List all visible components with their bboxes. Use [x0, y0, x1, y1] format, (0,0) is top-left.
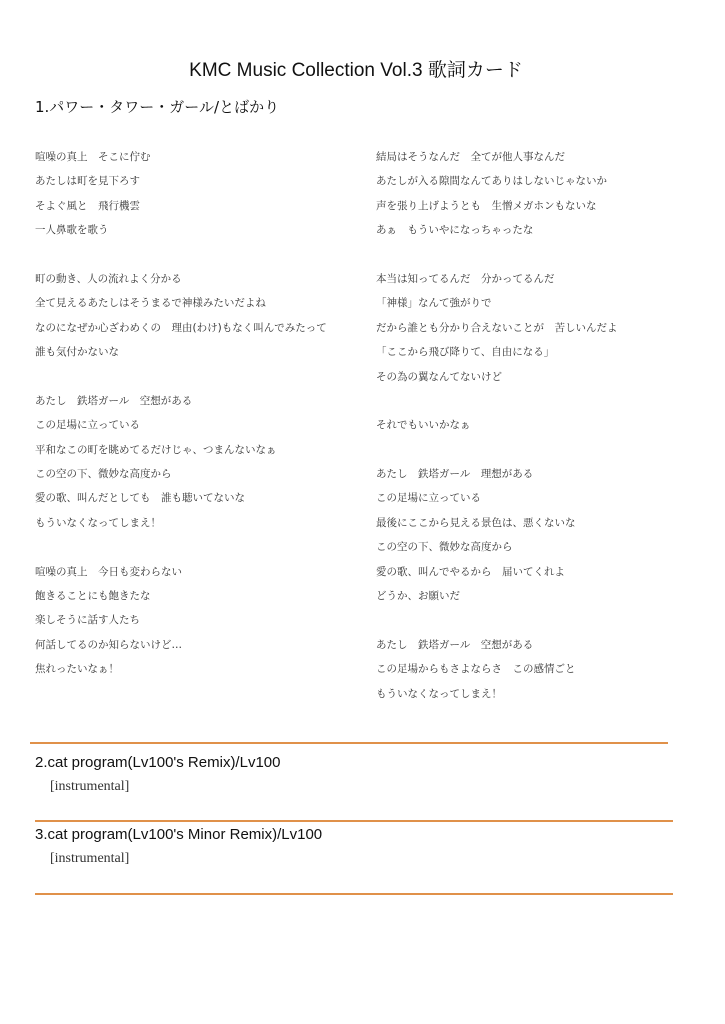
lyric-line: 町の動き、人の流れよく分かる	[35, 272, 182, 285]
page-title: KMC Music Collection Vol.3 歌詞カード	[189, 60, 523, 81]
lyric-line: あぁ もういやになっちゃったな	[376, 224, 534, 237]
lyric-line: この空の下、微妙な高度から	[376, 541, 513, 554]
divider	[30, 742, 668, 744]
song-2-note: [instrumental]	[50, 779, 130, 794]
lyric-line: 平和なこの町を眺めてるだけじゃ、つまんないなぁ	[35, 443, 277, 456]
lyric-line: 全て見えるあたしはそうまるで神様みたいだよね	[35, 297, 266, 310]
lyric-line: あたしは町を見下ろす	[35, 175, 140, 188]
lyric-line: 喧噪の真上 そこに佇む	[35, 151, 151, 163]
lyrics-right-column	[376, 147, 706, 708]
lyric-line: あたしが入る隙間なんてありはしないじゃないか	[376, 175, 607, 188]
lyric-line: 「神様」なんて強がりで	[376, 297, 492, 310]
lyric-line	[376, 440, 706, 464]
lyric-line	[376, 391, 706, 415]
lyric-line: 本当は知ってるんだ 分かってるんだ	[376, 272, 555, 285]
divider	[35, 893, 673, 895]
lyric-line: どうか、お願いだ	[376, 590, 460, 603]
divider	[35, 820, 673, 822]
lyric-line	[35, 367, 365, 391]
lyric-line: この足場からもさよならさ この感情ごと	[376, 663, 576, 676]
lyric-line: もういなくなってしまえ！	[35, 516, 161, 529]
lyric-line	[35, 245, 365, 269]
lyric-line: その為の翼なんてないけど	[376, 370, 502, 383]
lyric-line: あたし 鉄塔ガール 理想がある	[376, 468, 534, 481]
lyric-line: 誰も気付かないな	[35, 346, 119, 359]
lyric-line: 楽しそうに話す人たち	[35, 614, 140, 627]
lyric-line: なのになぜか心ざわめくの 理由(わけ)もなく叫んでみたって	[35, 321, 327, 334]
lyric-line: 声を張り上げようとも 生憎メガホンもないな	[376, 199, 597, 212]
lyric-line	[376, 610, 706, 634]
lyric-line: 飽きることにも飽きたな	[35, 590, 151, 603]
lyric-line: あたし 鉄塔ガール 空想がある	[35, 394, 193, 407]
song-3-note: [instrumental]	[50, 851, 130, 866]
song-2-heading: 2.cat program(Lv100's Remix)/Lv100	[35, 754, 281, 771]
lyric-line: あたし 鉄塔ガール 空想がある	[376, 638, 534, 651]
lyric-line: 愛の歌、叫んでやるから 届いてくれよ	[376, 565, 565, 578]
lyric-line: 最後にここから見える景色は、悪くないな	[376, 516, 576, 529]
lyric-line: 何話してるのか知らないけど…	[35, 638, 182, 651]
lyric-line: 焦れったいなぁ！	[35, 663, 119, 676]
lyric-line	[376, 245, 706, 269]
lyric-line: この足場に立っている	[35, 419, 140, 432]
lyric-line: そよぐ風と 飛行機雲	[35, 199, 140, 212]
lyrics-left-column	[35, 147, 365, 684]
lyric-line: だから誰とも分かり合えないことが 苦しいんだよ	[376, 321, 618, 334]
lyric-line: もういなくなってしまえ！	[376, 687, 502, 700]
song-3-heading: 3.cat program(Lv100's Minor Remix)/Lv100	[35, 826, 323, 843]
lyric-line	[35, 537, 365, 561]
lyric-line: それでもいいかなぁ	[376, 419, 471, 432]
lyric-line: この空の下、微妙な高度から	[35, 468, 172, 481]
song-1-heading: 1.パワー・タワー・ガール/とばかり	[35, 98, 280, 116]
lyric-line: 一人鼻歌を歌う	[35, 224, 109, 237]
lyric-line: 喧噪の真上 今日も変わらない	[35, 565, 182, 578]
lyric-line: 愛の歌、叫んだとしても 誰も聴いてないな	[35, 492, 245, 505]
lyric-line: 「ここから飛び降りて、自由になる」	[376, 346, 555, 359]
lyric-line: 結局はそうなんだ 全てが他人事なんだ	[376, 151, 565, 163]
lyric-line: この足場に立っている	[376, 492, 481, 505]
